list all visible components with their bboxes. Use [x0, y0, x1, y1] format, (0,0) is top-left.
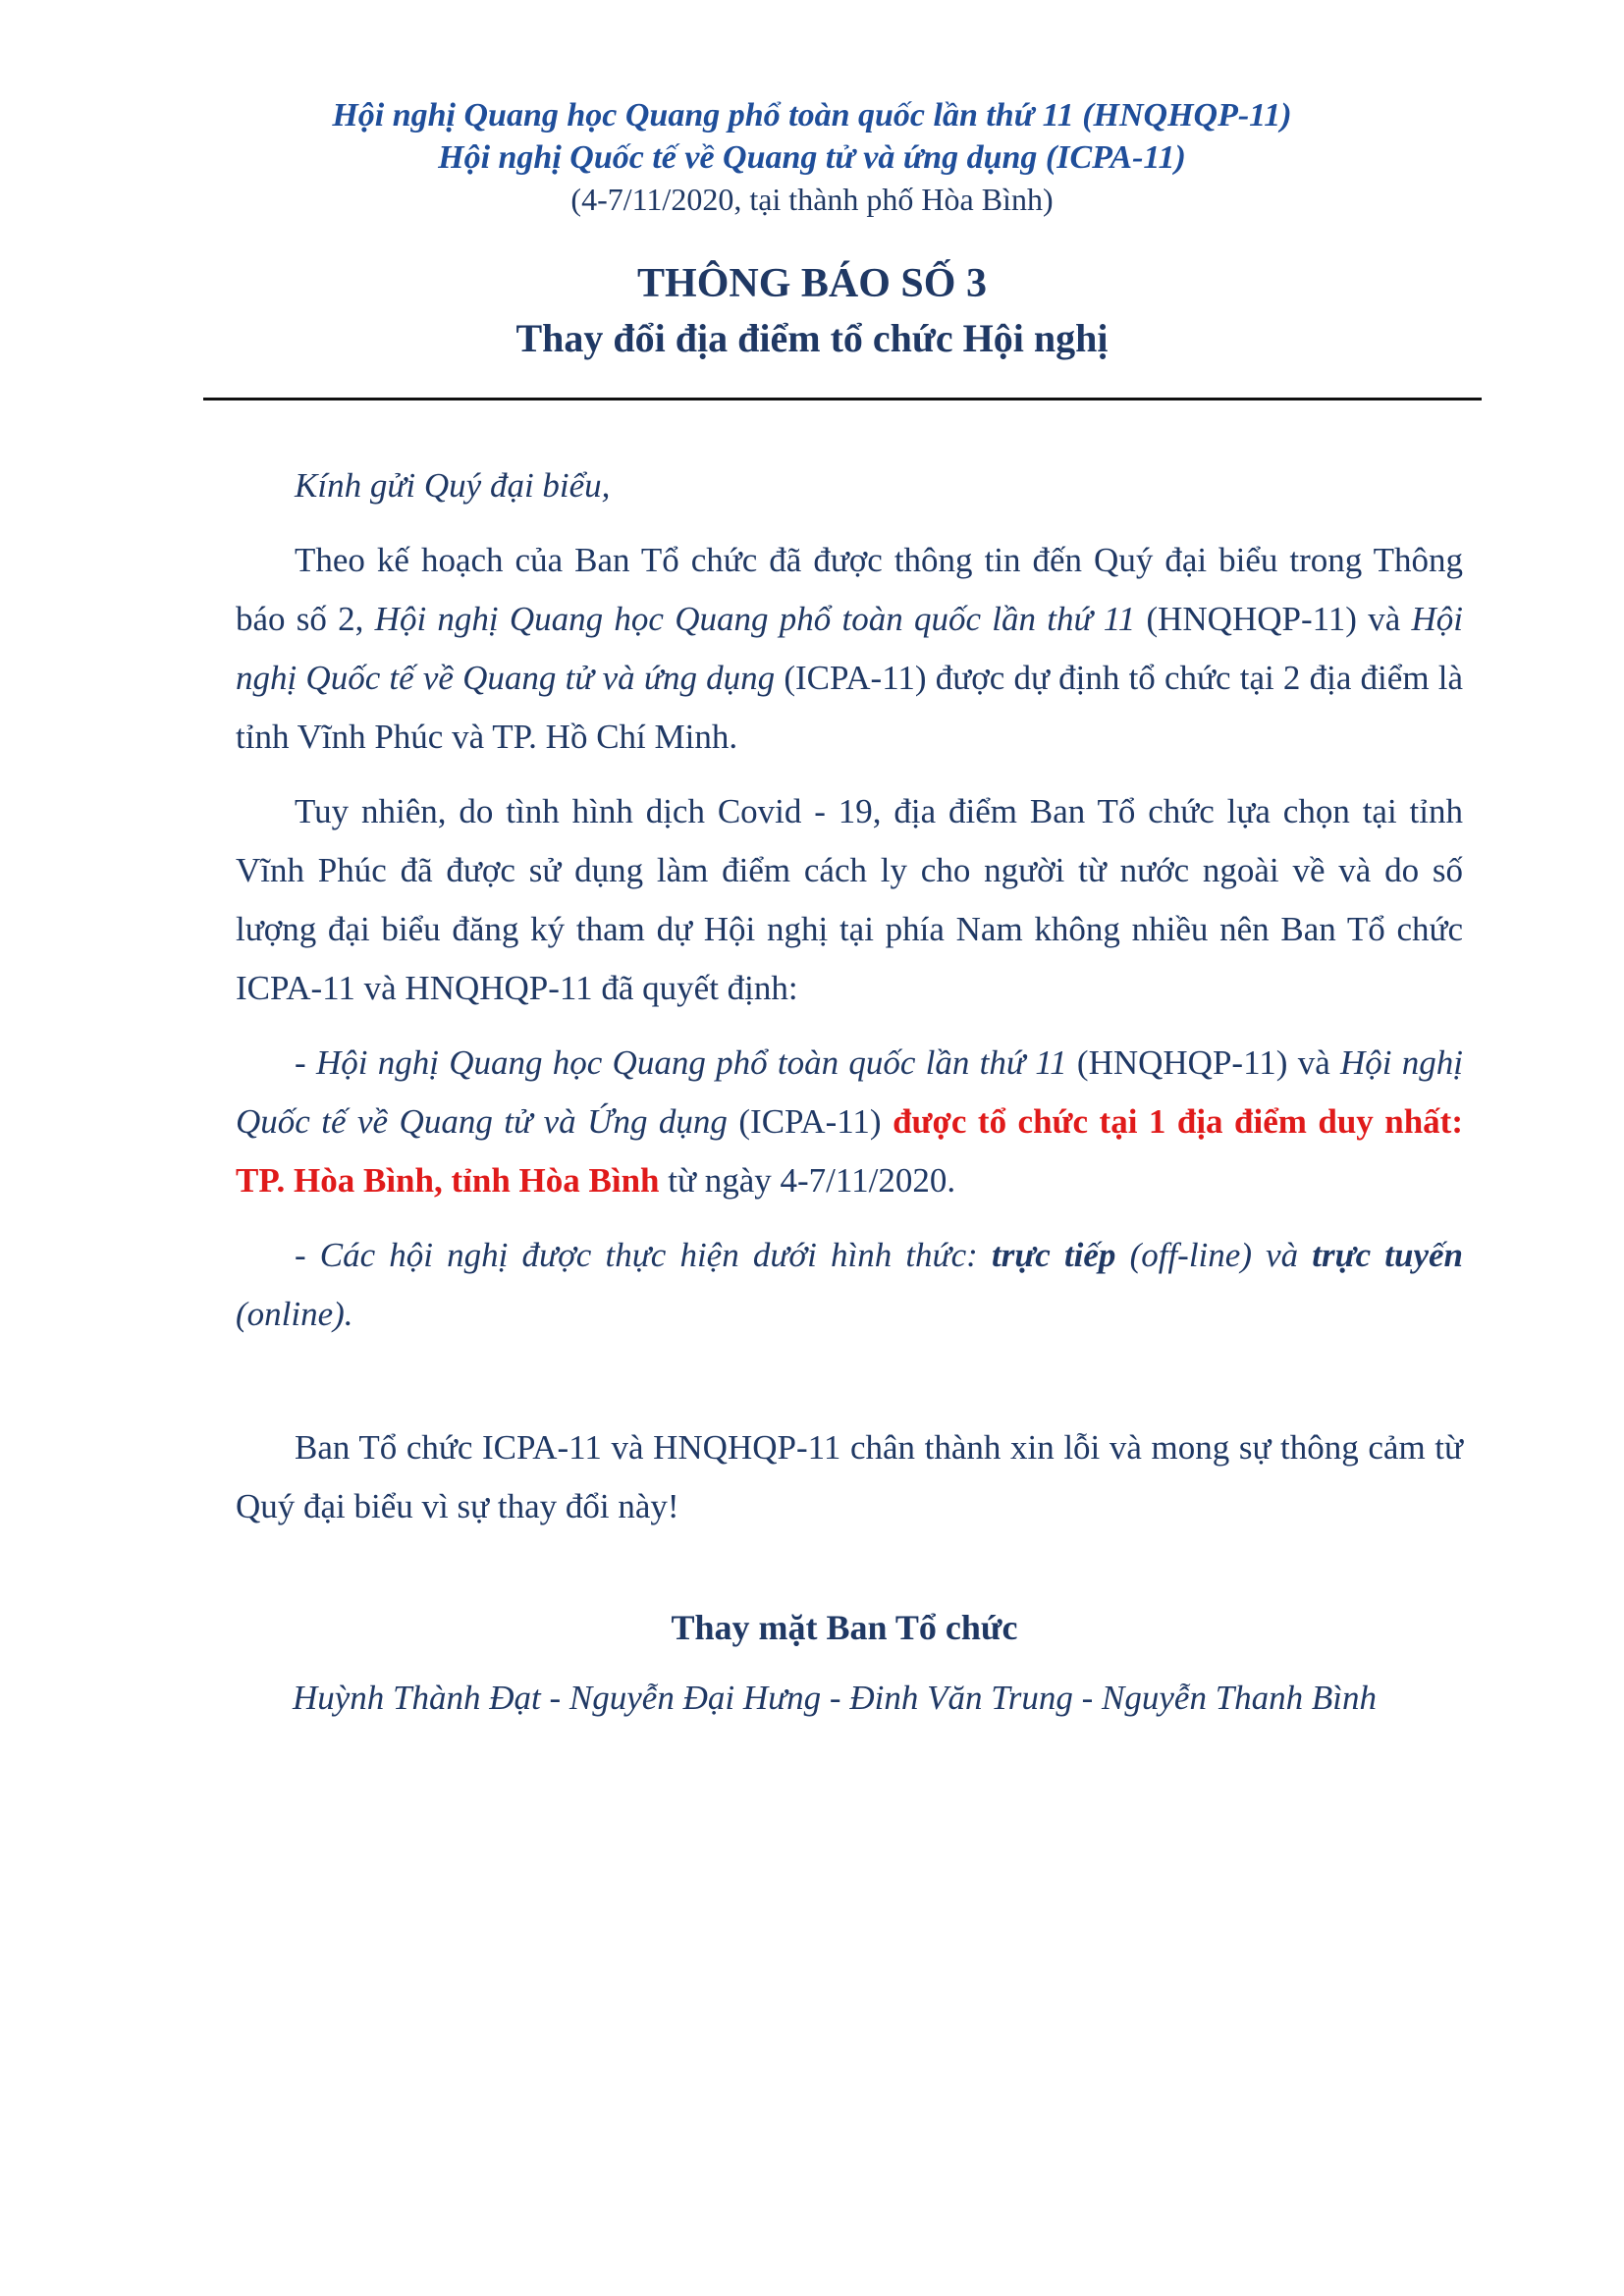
announcement-title	[0, 257, 1624, 367]
paragraph-3: Ban Tổ chức ICPA-11 và HNQHQP-11 chân thành xin lỗi và mong sự thông cảm từ Quý đại biểu vì sự thay đổi này!	[236, 1428, 1463, 1525]
signature-names: Huỳnh Thành Đạt - Nguyễn Đại Hưng - Đinh Văn Trung - Nguyễn Thanh Bình	[292, 1679, 1378, 1717]
bullet-2	[236, 1226, 1463, 1344]
bullet-1-conference-1: Hội nghị Quang học Quang phổ toàn quốc lần thứ 11	[315, 1043, 1067, 1082]
body-text	[236, 456, 1463, 1552]
paragraph-1	[236, 531, 1463, 767]
title-main: THÔNG BÁO SỐ 3	[637, 261, 987, 306]
bullet-1-conference-2: Hội nghị Quốc tế về Quang tử và Ứng dụng	[236, 1043, 1464, 1141]
bullet-2-text-2: Các hội nghị được thực hiện dưới hình thức:	[319, 1236, 992, 1274]
signature-block	[0, 1600, 1624, 1728]
bullet-2-text-6: (online).	[236, 1295, 353, 1333]
p1-conference-1: Hội nghị Quang học Quang phổ toàn quốc lần thứ 11	[374, 600, 1136, 638]
title-sub: Thay đổi địa điểm tổ chức Hội nghị	[515, 316, 1109, 360]
p1-text-5: (ICPA-11) được dự định tổ chức tại 2 địa điểm là tỉnh Vĩnh Phúc và TP. Hồ Chí Minh.	[236, 659, 1464, 756]
date-place: (4-7/11/2020, tại thành phố Hòa Bình)	[570, 182, 1054, 217]
bullet-1	[236, 1034, 1463, 1210]
p1-text-3: (HNQHQP-11) và	[1135, 600, 1412, 638]
bullet-2-online: trực tuyến	[1312, 1236, 1463, 1274]
bullet-1-text-5: (ICPA-11)	[727, 1102, 893, 1141]
conference-header	[0, 94, 1624, 220]
p1-text-1: Theo kế hoạch của Ban Tổ chức đã được thông tin đến Quý đại biểu trong Thông báo số 2,	[236, 541, 1463, 638]
p1-conference-2: Hội nghị Quốc tế về Quang tử và ứng dụng	[236, 600, 1464, 697]
bullet-2-text-4: (off-line) và	[1115, 1236, 1313, 1274]
conference-title-2: Hội nghị Quốc tế về Quang tử và ứng dụng (ICPA-11)	[438, 139, 1186, 176]
bullet-2-dash: -	[295, 1236, 320, 1274]
bullet-1-dash: -	[295, 1043, 316, 1082]
spacer	[236, 1360, 1463, 1418]
signature-title: Thay mặt Ban Tổ chức	[671, 1608, 1018, 1647]
conference-title-1: Hội nghị Quang học Quang phổ toàn quốc lần thứ 11 (HNQHQP-11)	[332, 97, 1292, 133]
greeting: Kính gửi Quý đại biểu,	[295, 466, 611, 505]
paragraph-2: Tuy nhiên, do tình hình dịch Covid - 19, địa điểm Ban Tổ chức lựa chọn tại tỉnh Vĩnh Phúc đã được sử dụng làm điểm cách ly cho người từ nước ngoài về và do số lượng đại biểu đăng ký tham dự Hội nghị tại phía Nam không nhiều nên Ban Tổ chức ICPA-11 và HNQHQP-11 đã quyết định:	[236, 792, 1463, 1007]
divider	[203, 398, 1482, 400]
bullet-2-offline: trực tiếp	[991, 1236, 1116, 1274]
bullet-1-text-7: từ ngày 4-7/11/2020.	[659, 1161, 956, 1200]
bullet-1-text-3: (HNQHQP-11) và	[1066, 1043, 1341, 1082]
bullet-1-highlight: được tổ chức tại 1 địa điểm duy nhất: TP. Hòa Bình, tỉnh Hòa Bình	[236, 1102, 1463, 1200]
